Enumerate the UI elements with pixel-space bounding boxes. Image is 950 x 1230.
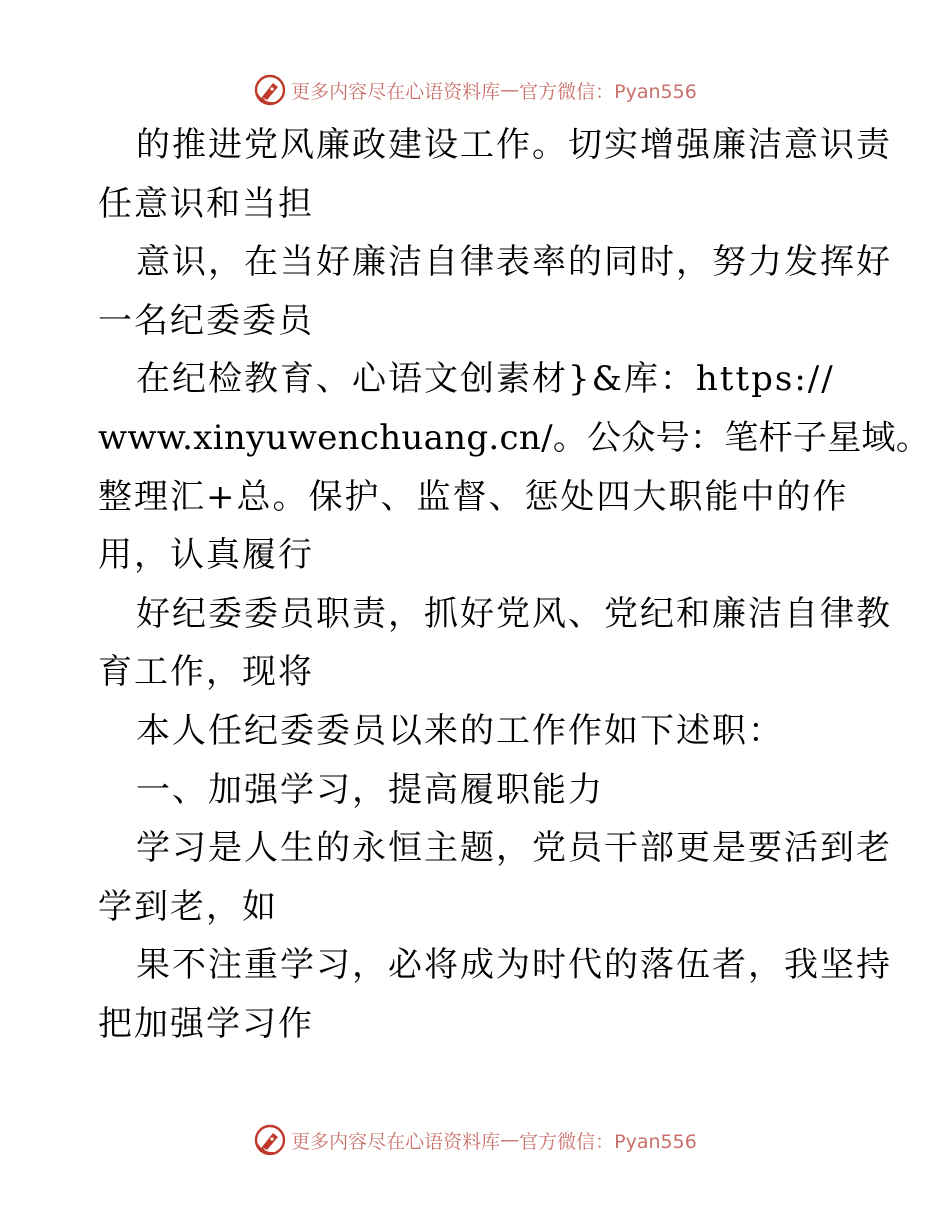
- body-line: 育工作，现将: [98, 652, 314, 693]
- footer-banner-main-text: 更多内容尽在心语资料库: [291, 1130, 501, 1153]
- body-line: 学到老，如: [98, 886, 278, 927]
- header-banner-main-text: 更多内容尽在心语资料库: [291, 80, 501, 103]
- footer-banner-dash: —: [500, 1129, 520, 1151]
- body-line: 的推进党风廉政建设工作。切实增强廉洁意识责: [136, 125, 892, 165]
- body-line: 把加强学习作: [98, 1003, 314, 1044]
- body-line: 学习是人生的永恒主题，党员干部更是要活到老: [136, 828, 892, 869]
- body-line: www.xinyuwenchuang.cn/。公众号：笔杆子星域。: [98, 417, 931, 458]
- body-text: [98, 116, 931, 1054]
- footer-banner-wechat-text: 官方微信：Pyan556: [519, 1130, 697, 1153]
- body-line: 果不注重学习，必将成为时代的落伍者，我坚持: [136, 945, 892, 986]
- header-banner-dash: —: [500, 79, 520, 101]
- footer-banner[interactable]: [0, 1120, 950, 1160]
- section-heading: 一、加强学习，提高履职能力: [136, 769, 604, 810]
- body-line: 在纪检教育、心语文创素材}&库：https://: [136, 359, 835, 400]
- header-banner-wechat-text: 官方微信：Pyan556: [519, 80, 697, 103]
- body-line: 一名纪委委员: [98, 300, 314, 341]
- pen-nib-logo-icon: [253, 73, 287, 107]
- body-line: 整理汇+总。保护、监督、惩处四大职能中的作: [98, 476, 849, 517]
- body-line: 好纪委委员职责，抓好党风、党纪和廉洁自律教: [136, 593, 892, 634]
- body-line: 任意识和当担: [98, 183, 314, 224]
- header-banner[interactable]: [0, 70, 950, 110]
- pen-nib-logo-icon: [253, 1123, 287, 1157]
- body-line: 本人任纪委委员以来的工作作如下述职：: [136, 710, 784, 751]
- body-line: 意识，在当好廉洁自律表率的同时，努力发挥好: [136, 242, 892, 283]
- body-line: 用，认真履行: [98, 535, 314, 576]
